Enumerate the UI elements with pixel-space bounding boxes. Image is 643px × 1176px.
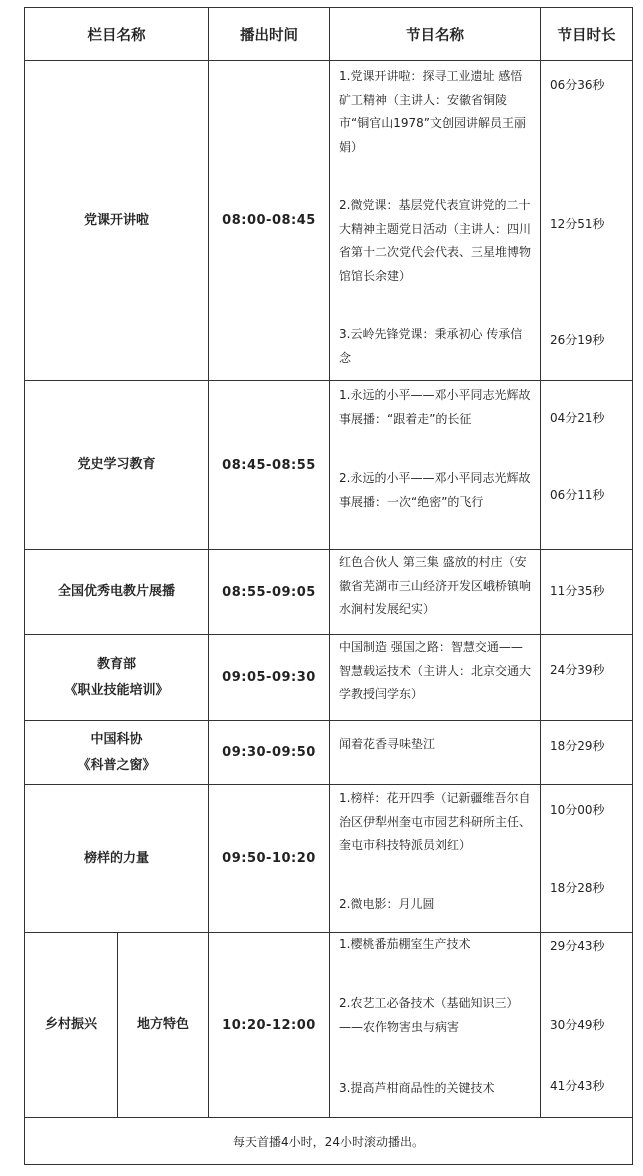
program-cell [330,933,541,1118]
duration-cell [541,61,633,381]
program-cell [330,550,541,635]
header-duration: 节目时长 [541,8,633,61]
column-name-cell [25,635,209,721]
time-cell: 09:30-09:50 [209,721,330,785]
program-cell [330,785,541,933]
duration-cell [541,381,633,550]
column-name-cell: 全国优秀电教片展播 [25,550,209,635]
duration-item: 06分11秒 [550,488,605,502]
duration-cell [541,785,633,933]
duration-item: 10分00秒 [550,803,605,817]
duration-cell [541,635,633,721]
subcolumn-name-cell: 地方特色 [118,933,209,1118]
duration-item: 26分19秒 [550,333,605,347]
column-name-cell [25,721,209,785]
header-row [25,8,633,61]
duration-cell [541,721,633,785]
duration-item: 12分51秒 [550,217,605,231]
table-row [25,635,633,721]
column-org: 教育部 [96,656,136,672]
column-org: 中国科协 [90,731,143,747]
program-item: 2.农艺工必备技术（基础知识三）——农作物害虫与病害 [339,996,519,1034]
program-item: 闻着花香寻味垫江 [339,737,436,751]
time-cell: 08:45-08:55 [209,381,330,550]
column-name-cell: 党史学习教育 [25,381,209,550]
table-row [25,785,633,933]
program-item: 1.樱桃番茄棚室生产技术 [339,937,471,951]
header-broadcast-time: 播出时间 [209,8,330,61]
time-cell: 09:05-09:30 [209,635,330,721]
duration-item: 11分35秒 [550,584,605,598]
time-cell: 08:55-09:05 [209,550,330,635]
program-item: 2.永远的小平——邓小平同志光辉故事展播：一次“绝密”的飞行 [339,471,531,509]
time-cell: 10:20-12:00 [209,933,330,1118]
program-item: 2.微党课：基层党代表宣讲党的二十大精神主题党日活动（主讲人：四川省第十二次党代会代表、三星堆博物馆馆长余建） [339,198,532,283]
program-item: 3.提高芦柑商品性的关键技术 [339,1081,495,1095]
column-name-cell: 党课开讲啦 [25,61,209,381]
program-cell [330,635,541,721]
program-cell [330,721,541,785]
duration-item: 18分29秒 [550,739,605,753]
table-row [25,61,633,381]
program-item: 3.云岭先锋党课：秉承初心 传承信念 [339,327,523,365]
schedule-table [24,7,633,1165]
table-row [25,933,633,1118]
duration-cell [541,550,633,635]
header-program-name: 节目名称 [330,8,541,61]
table-row [25,721,633,785]
table-row [25,550,633,635]
program-item: 1.永远的小平——邓小平同志光辉故事展播：“跟着走”的长征 [339,388,531,426]
program-item: 1.榜样：花开四季（记新疆维吾尔自治区伊犁州奎屯市园艺科研所主任、奎屯市科技特派员刘红） [339,791,532,852]
program-item: 2.微电影：月儿圆 [339,897,435,911]
duration-item: 30分49秒 [550,1018,605,1032]
column-name-cell: 乡村振兴 [25,933,118,1118]
program-item: 中国制造 强国之路：智慧交通——智慧载运技术（主讲人：北京交通大学教授闫学东） [339,640,532,701]
table-row [25,381,633,550]
duration-item: 41分43秒 [550,1079,605,1093]
duration-cell [541,933,633,1118]
duration-item: 24分39秒 [550,663,605,677]
program-cell [330,61,541,381]
program-cell [330,381,541,550]
duration-item: 29分43秒 [550,939,605,953]
program-item: 1.党课开讲啦：探寻工业遗址 感悟矿工精神（主讲人：安徽省铜陵市“铜官山1978”文创园讲解员王丽娟） [339,69,526,154]
footer-row [25,1118,633,1165]
footer-note: 每天首播4小时，24小时滚动播出。 [25,1118,633,1165]
column-title: 《科普之窗》 [77,757,156,773]
program-item: 红色合伙人 第三集 盛放的村庄（安徽省芜湖市三山经济开发区峨桥镇响水涧村发展纪实） [339,555,532,616]
header-column-name: 栏目名称 [25,8,209,61]
column-title: 《职业技能培训》 [64,682,169,698]
time-cell: 09:50-10:20 [209,785,330,933]
time-cell: 08:00-08:45 [209,61,330,381]
duration-item: 04分21秒 [550,411,605,425]
column-name-cell: 榜样的力量 [25,785,209,933]
duration-item: 18分28秒 [550,881,605,895]
duration-item: 06分36秒 [550,78,605,92]
